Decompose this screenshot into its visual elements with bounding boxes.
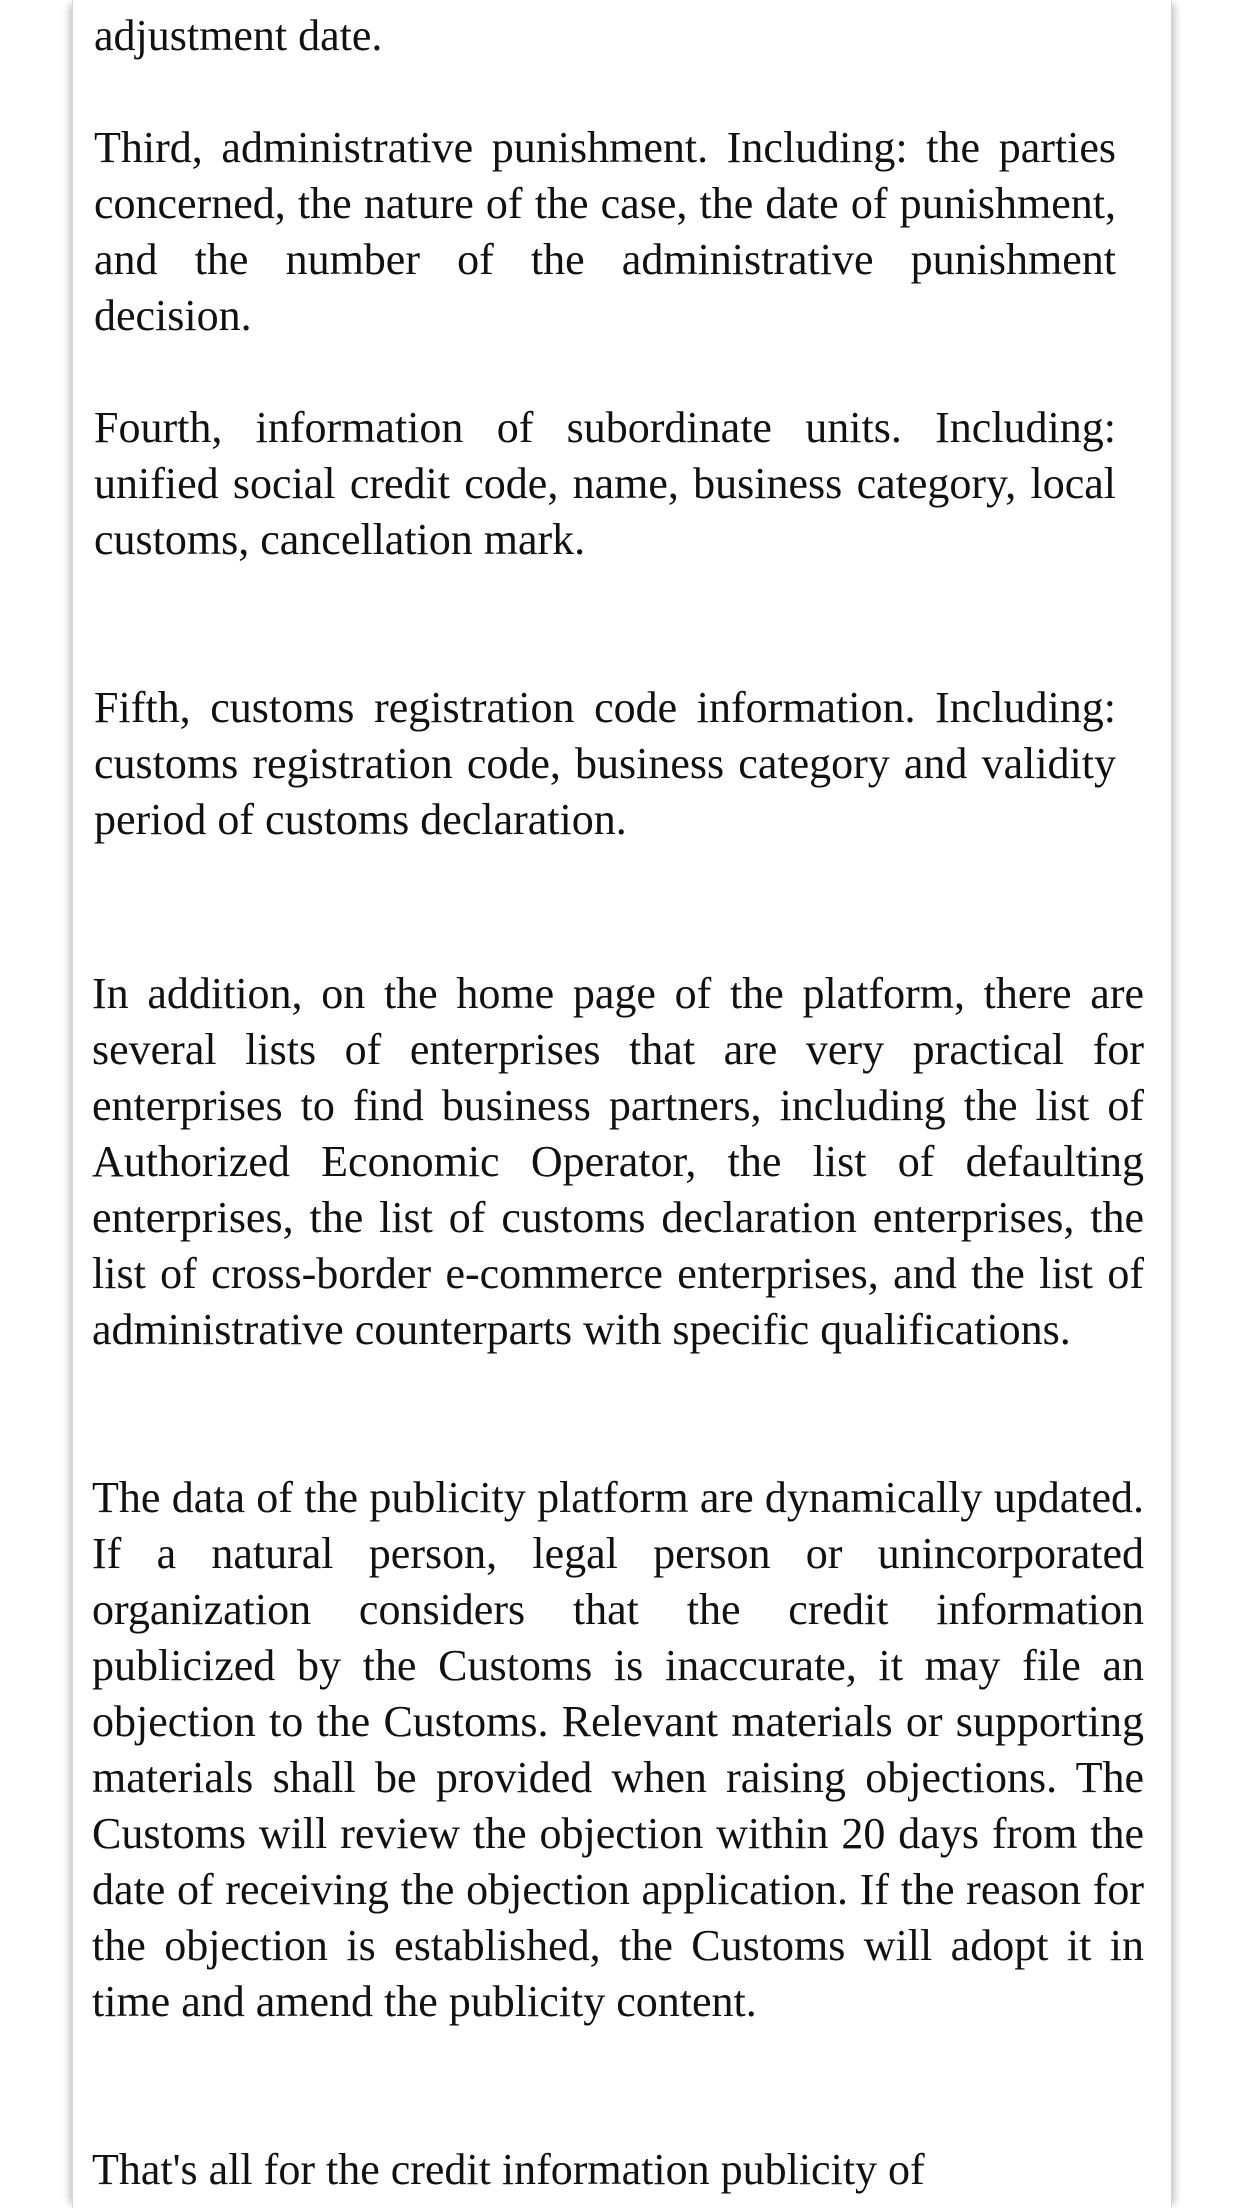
paragraph-cut-top: adjustment date. [94, 11, 383, 60]
paragraph-administrative-punishment: Third, administrative punishment. Including: the parties concerned, the nature of the case, the date of punishment, and the number of the administrative punishment decision. [94, 123, 1116, 340]
paragraph-closing: That's all for the credit information publicity of [92, 2145, 925, 2194]
paragraph-customs-registration: Fifth, customs registration code information. Including: customs registration code, business category and validity period of customs declaration. [94, 683, 1116, 844]
paragraph-enterprise-lists: In addition, on the home page of the platform, there are several lists of enterprises that are very practical for enterprises to find business partners, including the list of Authorized Economic Operator, the list of defaulting enterprises, the list of customs declaration enterprises, the list of cross-border e-commerce enterprises, and the list of administrative counterparts with specific qualifications. [92, 969, 1144, 1354]
paragraph-subordinate-units: Fourth, information of subordinate units. Including: unified social credit code, name, business category, local customs, cancellation mark. [94, 403, 1116, 564]
paragraph-dynamic-updates: The data of the publicity platform are dynamically updated. If a natural person, legal person or unincorporated organization considers that the credit information publicized by the Customs is inaccurate, it may file an objection to the Customs. Relevant materials or supporting materials shall be provided when raising objections. The Customs will review the objection within 20 days from the date of receiving the objection application. If the reason for the objection is established, the Customs will adopt it in time and amend the publicity content. [92, 1473, 1144, 2026]
